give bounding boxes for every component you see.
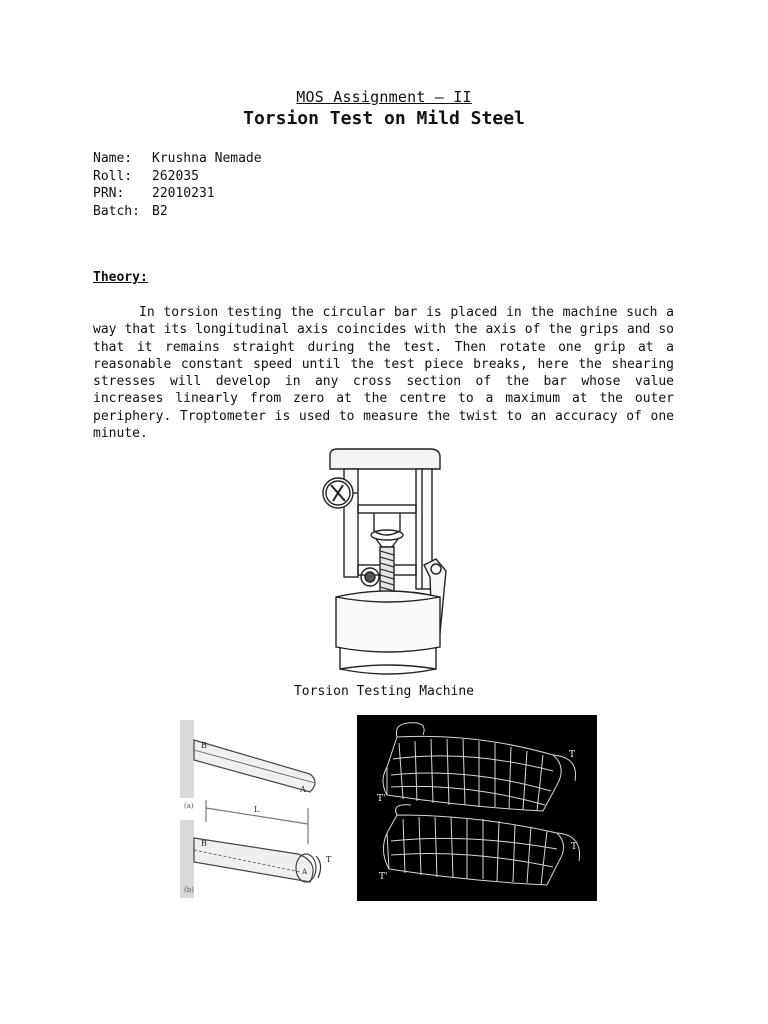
label-b-top: B: [201, 741, 207, 750]
shaft-diagram-figure: [170, 712, 340, 902]
label-case-a: (a): [184, 802, 194, 810]
info-value: 22010231: [152, 186, 215, 201]
photo-label-t-top: T: [569, 750, 576, 760]
student-info: [93, 150, 262, 220]
photo-label-t-prime-bottom: T': [379, 872, 388, 882]
assignment-subtitle: MOS Assignment – II: [296, 88, 472, 106]
document-title: Torsion Test on Mild Steel: [243, 108, 525, 129]
label-a-top: A: [300, 785, 306, 794]
info-label: PRN:: [93, 186, 125, 201]
info-label: Batch:: [93, 203, 140, 219]
info-row-prn: [93, 185, 262, 203]
photo-label-t-prime-top: T': [377, 794, 386, 804]
label-case-b: (b): [184, 886, 194, 894]
theory-paragraph: In torsion testing the circular bar is placed in the machine such a way that its longitudinal axis coincides with the axis of the grips and so that it remains straight during the test. Then rotate one grip at a reasonable constant speed until the test piece breaks, here the shearing stresses will develop in any cross section of the bar whose value increases linearly from zero at the centre to a maximum at the outer periphery. Troptometer is used to measure the twist to an accuracy of one minute.: [93, 305, 674, 442]
label-length: L: [254, 805, 260, 814]
info-value: Krushna Nemade: [152, 151, 262, 166]
info-row-roll: [93, 168, 262, 186]
label-a-bottom: A: [302, 868, 308, 876]
label-torque: T: [326, 855, 332, 864]
machine-caption: Torsion Testing Machine: [293, 684, 474, 699]
theory-heading: Theory:: [93, 270, 148, 285]
info-row-batch: [93, 203, 262, 221]
label-b-bottom: B: [201, 839, 207, 848]
twisted-specimens-photo: [357, 715, 597, 901]
info-value: 262035: [152, 168, 199, 184]
info-label: Name:: [93, 151, 133, 166]
info-label: Roll:: [93, 168, 133, 184]
torsion-machine-figure: [318, 447, 450, 679]
photo-label-t-bottom: T: [571, 842, 578, 852]
info-row-name: [93, 150, 262, 168]
info-value: B2: [152, 203, 168, 219]
